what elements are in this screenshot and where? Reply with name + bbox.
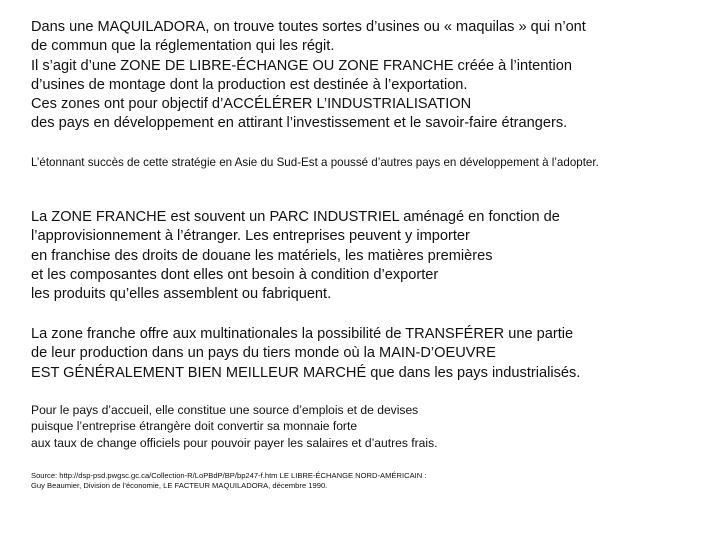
text-line: Il s’agit d’une ZONE DE LIBRE-ÉCHANGE OU ZONE FRANCHE créée à l’intention [31, 57, 572, 74]
text-line: La ZONE FRANCHE est souvent un PARC INDUSTRIEL aménagé en fonction de [31, 209, 560, 225]
source-citation [31, 471, 426, 491]
text-line: La zone franche offre aux multinationales la possibilité de TRANSFÉRER une partie [31, 326, 574, 342]
maquiladora-paragraph [31, 18, 586, 134]
text-line: Dans une MAQUILADORA, on trouve toutes sortes d’usines ou « maquilas » qui n’ont [31, 19, 586, 35]
source-line: Guy Beaumier, Division de l’économie, LE FACTEUR MAQUILADORA, décembre 1990. [31, 481, 328, 490]
pays-accueil-paragraph [31, 402, 438, 451]
text-line: L’étonnant succès de cette stratégie en Asie du Sud-Est a poussé d’autres pays en développement à l’adopter. [31, 156, 599, 169]
text-line: l’approvisionnement à l’étranger. Les entreprises peuvent y importer [31, 228, 470, 245]
text-line: de leur production dans un pays du tiers monde où la MAIN-D’OEUVRE [31, 345, 496, 362]
success-paragraph [31, 155, 599, 170]
text-line: Pour le pays d’accueil, elle constitue une source d’emplois et de devises [31, 403, 419, 417]
text-line: en franchise des droits de douane les matériels, les matières premières [31, 247, 493, 264]
text-line: EST GÉNÉRALEMENT BIEN MEILLEUR MARCHÉ que dans les pays industrialisés. [31, 364, 581, 381]
zone-franche-paragraph [31, 208, 560, 304]
text-line: les produits qu’elles assemblent ou fabriquent. [31, 286, 332, 303]
text-line: et les composantes dont elles ont besoin à condition d’exporter [31, 266, 439, 283]
text-line: des pays en développement en attirant l’investissement et le savoir-faire étrangers. [31, 115, 568, 132]
source-line: Source: http://dsp-psd.pwgsc.gc.ca/Collection-R/LoPBdP/BP/bp247-f.htm LE LIBRE-ÉCHANGE NORD-AMÉRICAIN : [31, 471, 427, 480]
text-line: Ces zones ont pour objectif d’ACCÉLÉRER L’INDUSTRIALISATION [31, 96, 472, 113]
text-line: d’usines de montage dont la production est destinée à l’exportation. [31, 76, 468, 93]
multinationales-paragraph [31, 325, 580, 383]
text-line: puisque l’entreprise étrangère doit convertir sa monnaie forte [31, 419, 358, 434]
text-line: de commun que la réglementation qui les régit. [31, 38, 335, 55]
text-line: aux taux de change officiels pour pouvoir payer les salaires et d’autres frais. [31, 435, 438, 450]
